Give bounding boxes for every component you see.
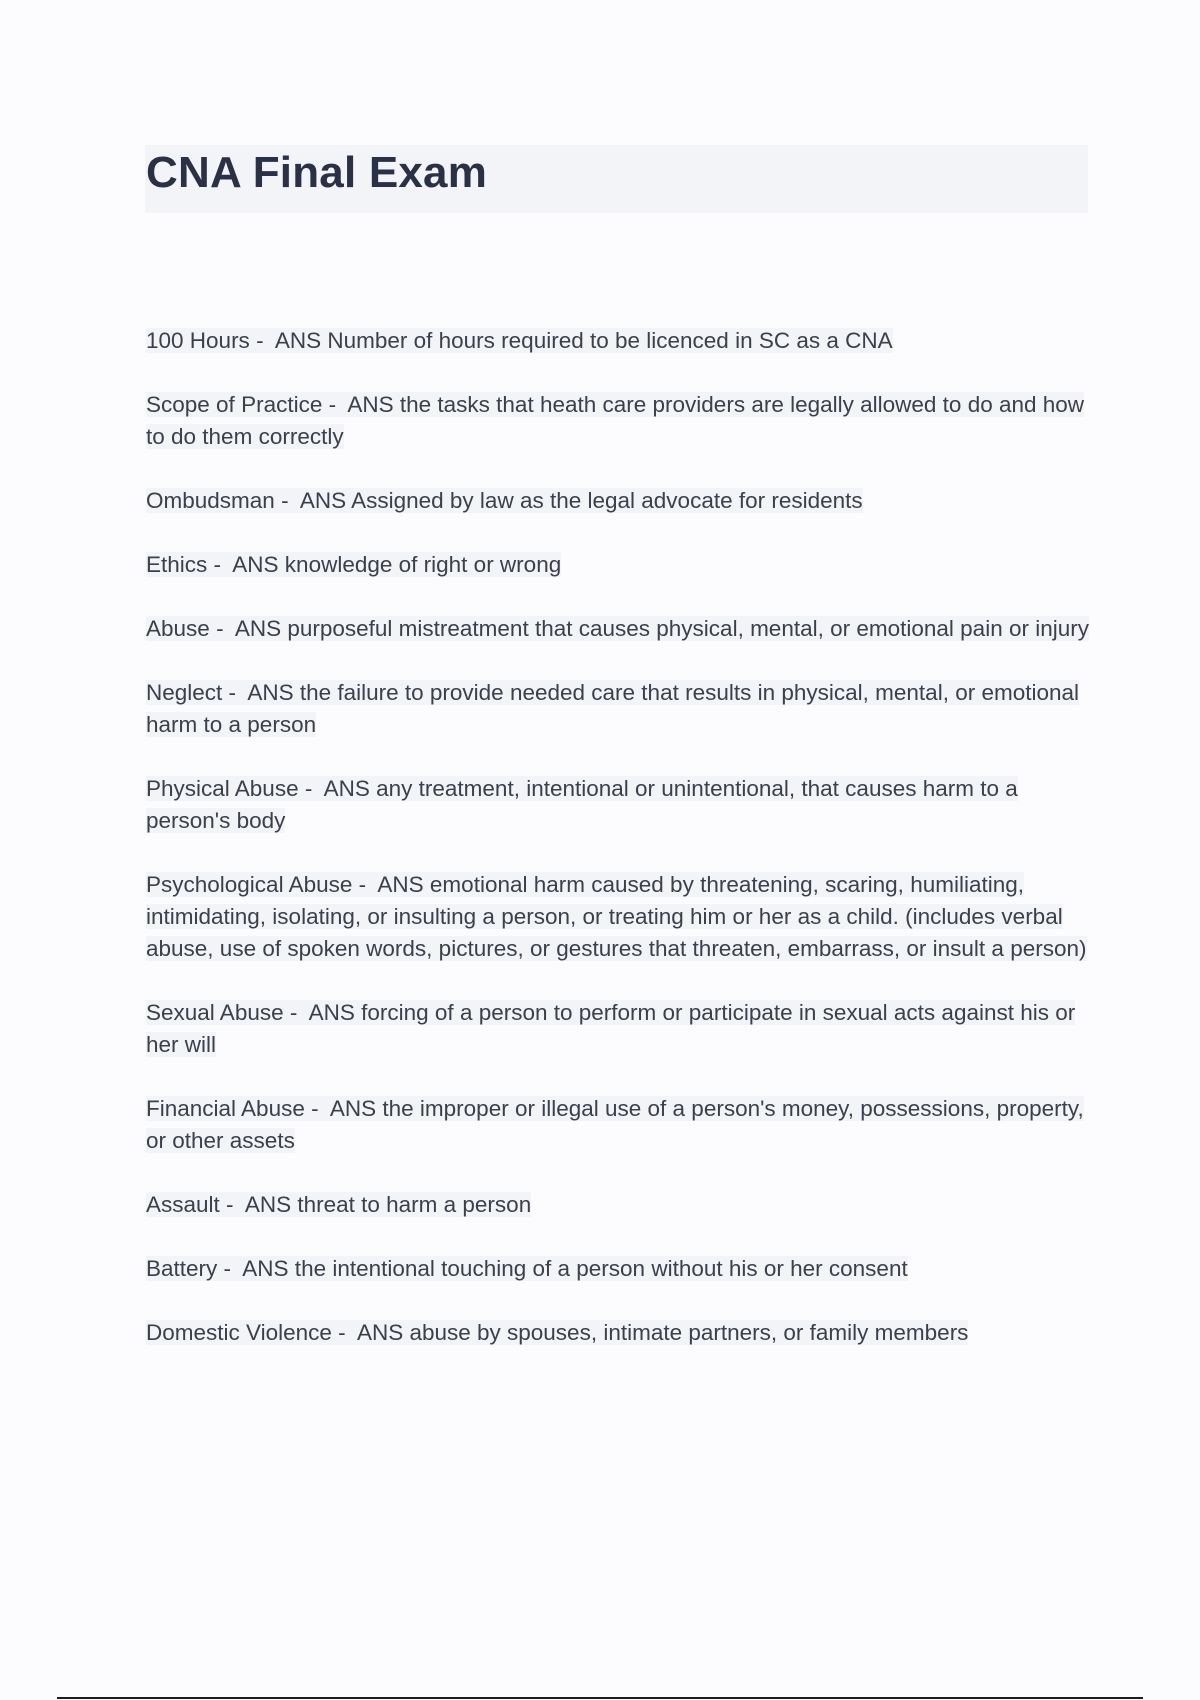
entry-separator: - <box>207 552 233 577</box>
entry-term: Ombudsman <box>146 488 275 513</box>
list-item <box>146 613 1091 645</box>
entry-term: 100 Hours <box>146 328 250 353</box>
entry-separator: - <box>249 328 275 353</box>
entry-separator: - <box>283 1000 309 1025</box>
list-item <box>146 549 1091 581</box>
list-item <box>146 1093 1091 1157</box>
entry-term: Scope of Practice <box>146 392 323 417</box>
entry-answer: ANS threat to harm a person <box>244 1192 532 1217</box>
entry-term: Assault <box>146 1192 220 1217</box>
entry-answer: ANS forcing of a person to perform or participate in sexual acts against his or her will <box>146 1000 1076 1057</box>
entry-term: Abuse <box>146 616 210 641</box>
page-title: CNA Final Exam <box>146 148 488 197</box>
entry-separator: - <box>352 872 378 897</box>
entry-separator: - <box>304 1096 330 1121</box>
entry-term: Psychological Abuse <box>146 872 353 897</box>
entry-term: Domestic Violence <box>146 1320 332 1345</box>
entry-answer: ANS abuse by spouses, intimate partners, or family members <box>356 1320 969 1345</box>
entry-answer: ANS Number of hours required to be licenced in SC as a CNA <box>274 328 893 353</box>
list-item <box>146 325 1091 357</box>
list-item <box>146 1253 1091 1285</box>
entry-term: Ethics <box>146 552 208 577</box>
entry-term: Sexual Abuse <box>146 1000 284 1025</box>
flashcard-list <box>146 325 1091 1381</box>
entry-term: Neglect <box>146 680 223 705</box>
entry-term: Battery <box>146 1256 218 1281</box>
entry-separator: - <box>222 680 248 705</box>
list-item <box>146 997 1091 1061</box>
entry-separator: - <box>298 776 324 801</box>
list-item <box>146 485 1091 517</box>
list-item <box>146 773 1091 837</box>
entry-answer: ANS the failure to provide needed care that results in physical, mental, or emotional harm to a person <box>146 680 1080 737</box>
entry-separator: - <box>322 392 348 417</box>
entry-answer: ANS the improper or illegal use of a person's money, possessions, property, or other assets <box>146 1096 1084 1153</box>
entry-answer: ANS emotional harm caused by threatening, scaring, humiliating, intimidating, isolating, or insulting a person, or treating him or her as a child. (includes verbal abuse, use of spoken words, pictures, or gestures that threaten, embarrass, or insult a person) <box>146 872 1087 961</box>
entry-answer: ANS knowledge of right or wrong <box>232 552 562 577</box>
entry-separator: - <box>209 616 235 641</box>
list-item <box>146 1189 1091 1221</box>
list-item <box>146 389 1091 453</box>
entry-answer: ANS Assigned by law as the legal advocate for residents <box>299 488 863 513</box>
entry-term: Physical Abuse <box>146 776 299 801</box>
list-item <box>146 869 1091 965</box>
entry-separator: - <box>274 488 300 513</box>
list-item <box>146 1317 1091 1349</box>
entry-separator: - <box>217 1256 243 1281</box>
entry-answer: ANS purposeful mistreatment that causes physical, mental, or emotional pain or injury <box>234 616 1089 641</box>
entry-answer: ANS the intentional touching of a person without his or her consent <box>242 1256 908 1281</box>
entry-answer: ANS any treatment, intentional or unintentional, that causes harm to a person's body <box>146 776 1018 833</box>
entry-separator: - <box>331 1320 357 1345</box>
entry-separator: - <box>219 1192 245 1217</box>
entry-answer: ANS the tasks that heath care providers are legally allowed to do and how to do them correctly <box>146 392 1085 449</box>
footer-divider <box>57 1697 1143 1699</box>
entry-term: Financial Abuse <box>146 1096 305 1121</box>
list-item <box>146 677 1091 741</box>
